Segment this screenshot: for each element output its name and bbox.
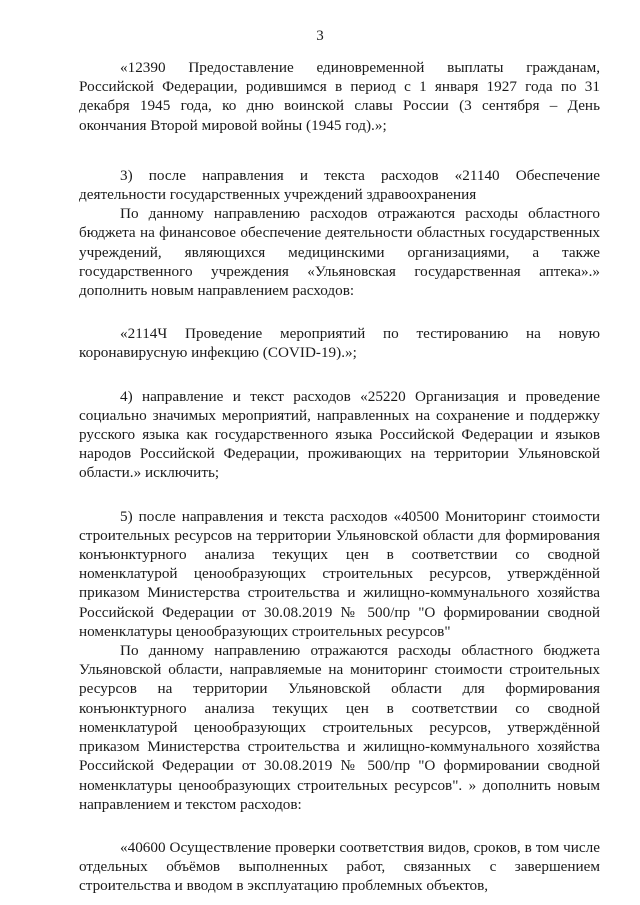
page-number: 3 bbox=[316, 28, 324, 44]
document-body bbox=[79, 58, 600, 896]
paragraph-item-40600: «40600 Осуществление проверки соответствия видов, сроков, в том числе отдельных объёмов выполненных работ, связанных с завершением строительства и вводом в эксплуатацию проблемных объектов, bbox=[79, 838, 600, 895]
paragraph-amendment-5: 5) после направления и текста расходов «40500 Мониторинг стоимости строительных ресурсов на территории Ульяновской области для формирования конъюнктурного анализа текущих цен в соответствии со сводной номенклатурой ценообразующих строительных ресурсов, утверждённой приказом Министерства строительства и жилищно-коммунального хозяйства Российской Федерации от 30.08.2019 № 500/пр "О формировании сводной номенклатуры ценообразующих строительных ресурсов" bbox=[79, 507, 600, 640]
paragraph-amendment-4: 4) направление и текст расходов «25220 Организация и проведение социально значимых мероприятий, направленных на сохранение и поддержку русского языка как государственного языка Российской Федерации и языков народов Российской Федерации, проживающих на территории Ульяновской области.» исключить; bbox=[79, 387, 600, 482]
paragraph-amendment-5-description: По данному направлению отражаются расходы областного бюджета Ульяновской области, направляемые на мониторинг стоимости строительных ресурсов на территории Ульяновской области для формирования конъюнктурного анализа текущих цен в соответствии со сводной номенклатурой ценообразующих строительных ресурсов, утверждённой приказом Министерства строительства и жилищно-коммунального хозяйства Российской Федерации от 30.08.2019 № 500/пр "О формировании сводной номенклатуры ценообразующих строительных ресурсов". » дополнить новым направлением и текстом расходов: bbox=[79, 642, 600, 813]
paragraph-item-2114ch: «2114Ч Проведение мероприятий по тестированию на новую коронавирусную инфекцию (COVID-19).»; bbox=[79, 325, 600, 362]
paragraph-item-12390: «12390 Предоставление единовременной выплаты гражданам, Российской Федерации, родившимся в период с 1 января 1927 года по 31 декабря 1945 года, ко дню воинской славы России (3 сентября – День окончания Второй мировой войны (1945 год).»; bbox=[79, 59, 600, 134]
paragraph-amendment-3: 3) после направления и текста расходов «21140 Обеспечение деятельности государственных учреждений здравоохранения bbox=[79, 166, 600, 204]
paragraph-amendment-3-description: По данному направлению расходов отражаются расходы областного бюджета на финансовое обеспечение деятельности областных государственных учреждений, являющихся медицинскими организациями, а также государственного учреждения «Ульяновская государственная аптека».» дополнить новым направлением расходов: bbox=[79, 205, 600, 300]
